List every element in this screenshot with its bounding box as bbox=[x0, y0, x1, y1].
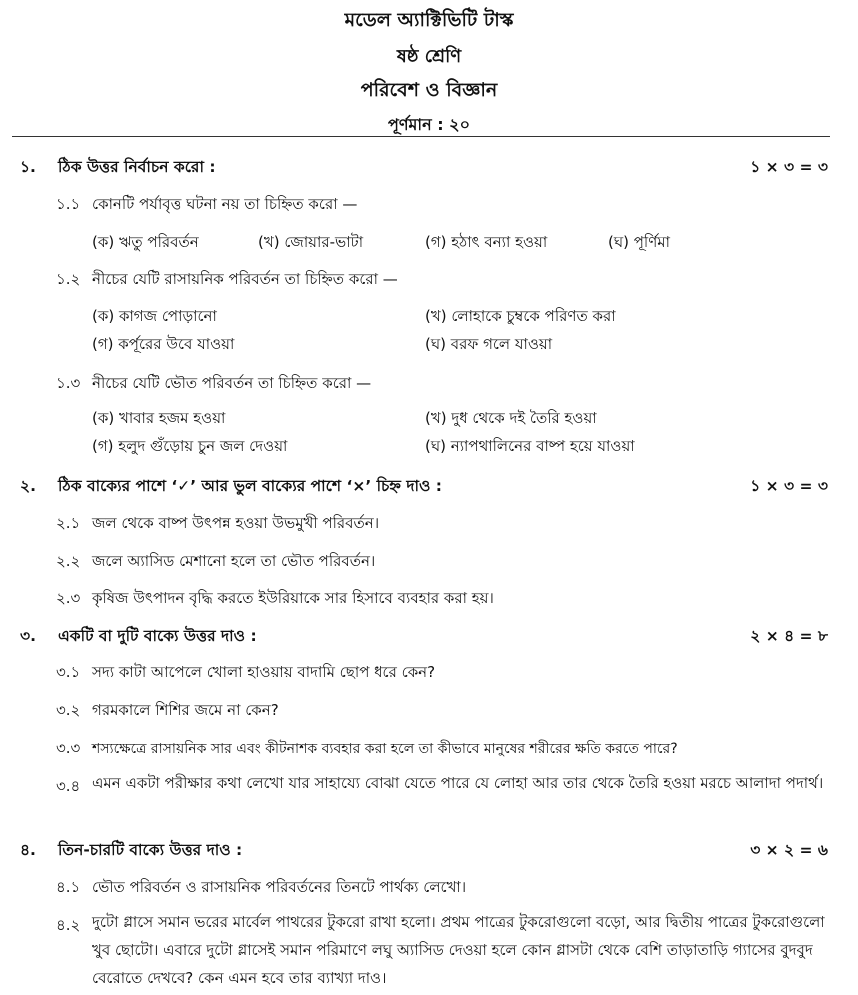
page-title: মডেল অ্যাক্টিভিটি টাস্ক bbox=[344, 9, 514, 31]
question-number: ৩.২ bbox=[56, 701, 81, 719]
header-divider bbox=[12, 136, 830, 137]
question-text: জলে অ্যাসিড মেশানো হলে তা ভৌত পরিবর্তন। bbox=[92, 552, 376, 570]
section-title: তিন-চারটি বাক্যে উত্তর দাও : bbox=[58, 841, 243, 859]
question-number: ৪.২ bbox=[56, 916, 81, 934]
question-text: গরমকালে শিশির জমে না কেন? bbox=[92, 701, 279, 719]
section-number: ৪. bbox=[20, 841, 36, 859]
section-number: ৩. bbox=[20, 627, 36, 645]
question-number: ২.১ bbox=[56, 514, 81, 532]
question-text: ভৌত পরিবর্তন ও রাসায়নিক পরিবর্তনের তিনটে পার্থক্য লেখো। bbox=[92, 878, 467, 896]
question-number: ১.৩ bbox=[56, 374, 81, 392]
option: (গ) কর্পূরের উবে যাওয়া bbox=[92, 335, 235, 353]
question-text: নীচের যেটি রাসায়নিক পরিবর্তন তা চিহ্নিত করো — bbox=[92, 270, 398, 288]
question-number: ৩.৪ bbox=[56, 777, 81, 795]
question-number: ১.২ bbox=[56, 270, 81, 288]
question-text: সদ্য কাটা আপেলে খোলা হাওয়ায় বাদামি ছোপ ধরে কেন? bbox=[92, 663, 436, 681]
full-marks: পূর্ণমান : ২০ bbox=[388, 115, 470, 134]
question-number: ১.১ bbox=[56, 195, 81, 213]
question-number: ৪.১ bbox=[56, 878, 81, 896]
section-title: ঠিক বাক্যের পাশে ‘✓’ আর ভুল বাক্যের পাশে ‘×’ চিহ্ন দাও : bbox=[58, 477, 442, 495]
option: (গ) হঠাৎ বন্যা হওয়া bbox=[425, 233, 548, 251]
question-number: ৩.১ bbox=[56, 663, 81, 681]
question-text: এমন একটা পরীক্ষার কথা লেখো যার সাহায্যে বোঝা যেতে পারে যে লোহা আর তার থেকে তৈরি হওয়া মরচে আলাদা পদার্থ। bbox=[92, 774, 824, 792]
section-number: ২. bbox=[20, 477, 36, 495]
class-label: ষষ্ঠ শ্রেণি bbox=[396, 46, 462, 67]
option: (ঘ) বরফ গলে যাওয়া bbox=[425, 335, 553, 353]
option: (ক) খাবার হজম হওয়া bbox=[92, 409, 226, 427]
option: (খ) লোহাকে চুম্বকে পরিণত করা bbox=[425, 307, 616, 325]
question-text: জল থেকে বাষ্প উৎপন্ন হওয়া উভমুখী পরিবর্তন। bbox=[92, 514, 380, 532]
question-number: ২.২ bbox=[56, 552, 81, 570]
option: (ঘ) পূর্ণিমা bbox=[608, 233, 670, 251]
option: (খ) জোয়ার-ভাটা bbox=[258, 233, 364, 251]
section-marks: ২ × ৪ = ৮ bbox=[750, 627, 828, 645]
section-marks: ১ × ৩ = ৩ bbox=[750, 477, 828, 495]
section-title: একটি বা দুটি বাক্যে উত্তর দাও : bbox=[58, 627, 257, 645]
question-text: শস্যক্ষেত্রে রাসায়নিক সার এবং কীটনাশক ব্যবহার করা হলে তা কীভাবে মানুষের শরীরের ক্ষতি করতে পারে? bbox=[92, 741, 678, 757]
subject-label: পরিবেশ ও বিজ্ঞান bbox=[360, 79, 498, 101]
question-text: কৃষিজ উৎপাদন বৃদ্ধি করতে ইউরিয়াকে সার হিসাবে ব্যবহার করা হয়। bbox=[92, 589, 494, 607]
option: (ক) কাগজ পোড়ানো bbox=[92, 307, 217, 325]
question-text: নীচের যেটি ভৌত পরিবর্তন তা চিহ্নিত করো — bbox=[92, 374, 372, 392]
question-number: ২.৩ bbox=[56, 589, 81, 607]
option: (খ) দুধ থেকে দই তৈরি হওয়া bbox=[425, 409, 597, 427]
section-marks: ৩ × ২ = ৬ bbox=[750, 841, 828, 859]
section-number: ১. bbox=[20, 158, 36, 176]
option: (গ) হলুদ গুঁড়োয় চুন জল দেওয়া bbox=[92, 437, 288, 455]
question-text: কোনটি পর্যাবৃত্ত ঘটনা নয় তা চিহ্নিত করো — bbox=[92, 195, 358, 213]
question-text: দুটো গ্লাসে সমান ভরের মার্বেল পাথরের টুকরো রাখা হলো। প্রথম পাত্রের টুকরোগুলো বড়ো, আর দ্বিতীয় পাত্রের টুকরোগুলো খুব ছোটো। এবারে দুটো গ্লাসেই সমান পরিমাণে লঘু অ্যাসিড দেওয়া হলে কোন গ্লাসটা থেকে বেশি তাড়াতাড়ি গ্যাসের বুদবুদ বেরোতে দেখবে? কেন এমন হবে তার ব্যাখ্যা দাও। bbox=[92, 913, 825, 987]
option: (ক) ঋতু পরিবর্তন bbox=[92, 233, 199, 251]
section-title: ঠিক উত্তর নির্বাচন করো : bbox=[58, 158, 216, 176]
section-marks: ১ × ৩ = ৩ bbox=[750, 158, 828, 176]
option: (ঘ) ন্যাপথালিনের বাষ্প হয়ে যাওয়া bbox=[425, 437, 635, 455]
question-number: ৩.৩ bbox=[56, 739, 81, 757]
